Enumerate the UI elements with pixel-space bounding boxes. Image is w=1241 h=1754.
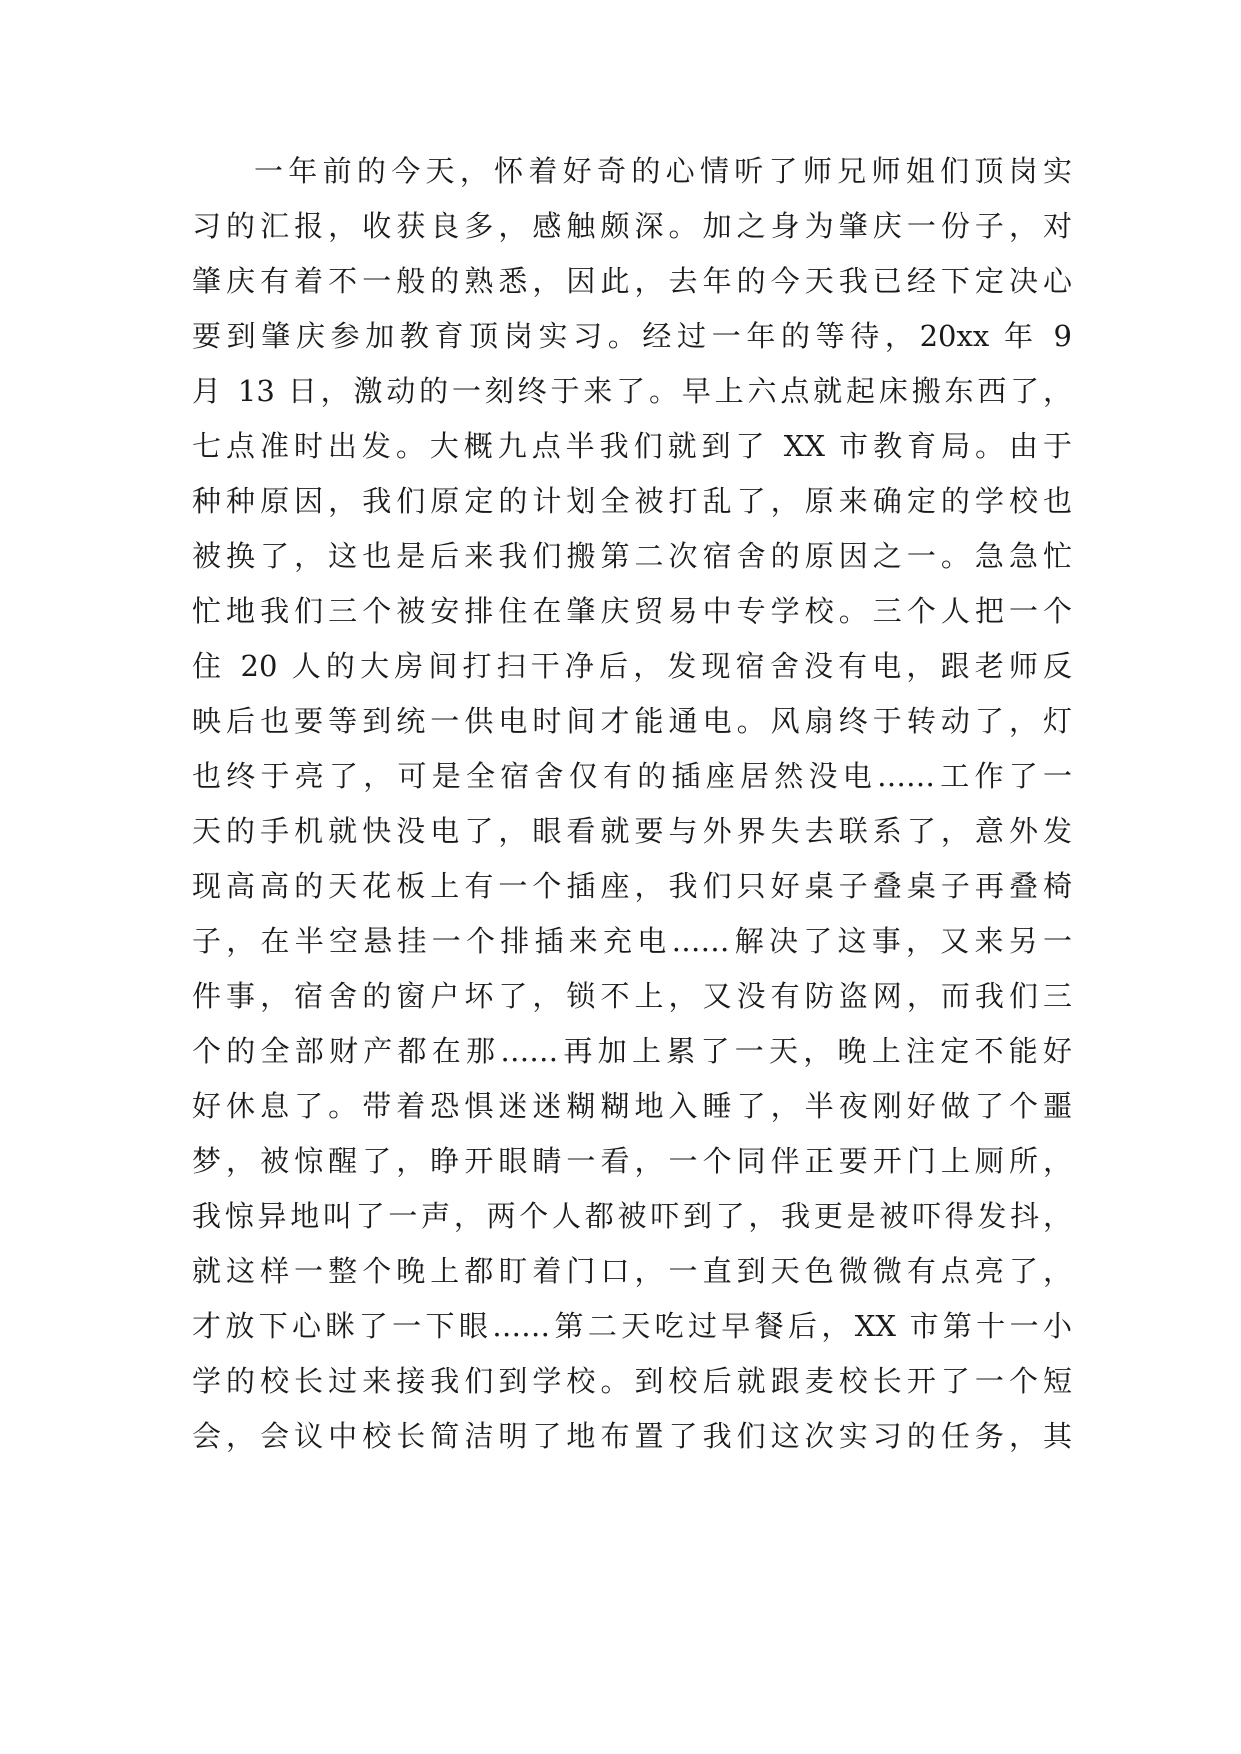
paragraph-line: 种种原因，我们原定的计划全被打乱了，原来确定的学校也 [192, 484, 1072, 518]
paragraph-line: 天的手机就快没电了，眼看就要与外界失去联系了，意外发 [192, 814, 1072, 848]
paragraph-line: 一年前的今天，怀着好奇的心情听了师兄师姐们顶岗实 [254, 154, 1072, 188]
paragraph-line: 要到肇庆参加教育顶岗实习。经过一年的等待，20xx 年 9 [192, 319, 1072, 353]
paragraph-line: 件事，宿舍的窗户坏了，锁不上，又没有防盗网，而我们三 [192, 979, 1072, 1013]
paragraph-line: 好休息了。带着恐惧迷迷糊糊地入睡了，半夜刚好做了个噩 [192, 1089, 1072, 1123]
paragraph-line: 子，在半空悬挂一个排插来充电……解决了这事，又来另一 [192, 924, 1072, 958]
paragraph-line: 梦，被惊醒了，睁开眼睛一看，一个同伴正要开门上厕所， [192, 1144, 1072, 1178]
paragraph-line: 映后也要等到统一供电时间才能通电。风扇终于转动了，灯 [192, 704, 1072, 738]
paragraph-line: 就这样一整个晚上都盯着门口，一直到天色微微有点亮了， [192, 1254, 1072, 1288]
paragraph-line: 我惊异地叫了一声，两个人都被吓到了，我更是被吓得发抖， [192, 1199, 1072, 1233]
paragraph-line: 才放下心眯了一下眼……第二天吃过早餐后，XX 市第十一小 [192, 1309, 1072, 1343]
paragraph-line: 学的校长过来接我们到学校。到校后就跟麦校长开了一个短 [192, 1364, 1072, 1398]
paragraph-line: 会，会议中校长简洁明了地布置了我们这次实习的任务，其 [192, 1419, 1072, 1453]
paragraph-line: 月 13 日，激动的一刻终于来了。早上六点就起床搬东西了， [192, 374, 1072, 408]
paragraph-line: 被换了，这也是后来我们搬第二次宿舍的原因之一。急急忙 [192, 539, 1072, 573]
paragraph-line: 习的汇报，收获良多，感触颇深。加之身为肇庆一份子，对 [192, 209, 1072, 243]
paragraph-line: 也终于亮了，可是全宿舍仅有的插座居然没电……工作了一 [192, 759, 1072, 793]
paragraph-line: 现高高的天花板上有一个插座，我们只好桌子叠桌子再叠椅 [192, 869, 1072, 903]
paragraph-line: 住 20 人的大房间打扫干净后，发现宿舍没有电，跟老师反 [192, 649, 1072, 683]
paragraph-line: 个的全部财产都在那……再加上累了一天，晚上注定不能好 [192, 1034, 1072, 1068]
paragraph-line: 忙地我们三个被安排住在肇庆贸易中专学校。三个人把一个 [192, 594, 1072, 628]
paragraph-line: 肇庆有着不一般的熟悉，因此，去年的今天我已经下定决心 [192, 264, 1072, 298]
body-paragraph [192, 144, 1072, 1464]
paragraph-line: 七点准时出发。大概九点半我们就到了 XX 市教育局。由于 [192, 429, 1072, 463]
